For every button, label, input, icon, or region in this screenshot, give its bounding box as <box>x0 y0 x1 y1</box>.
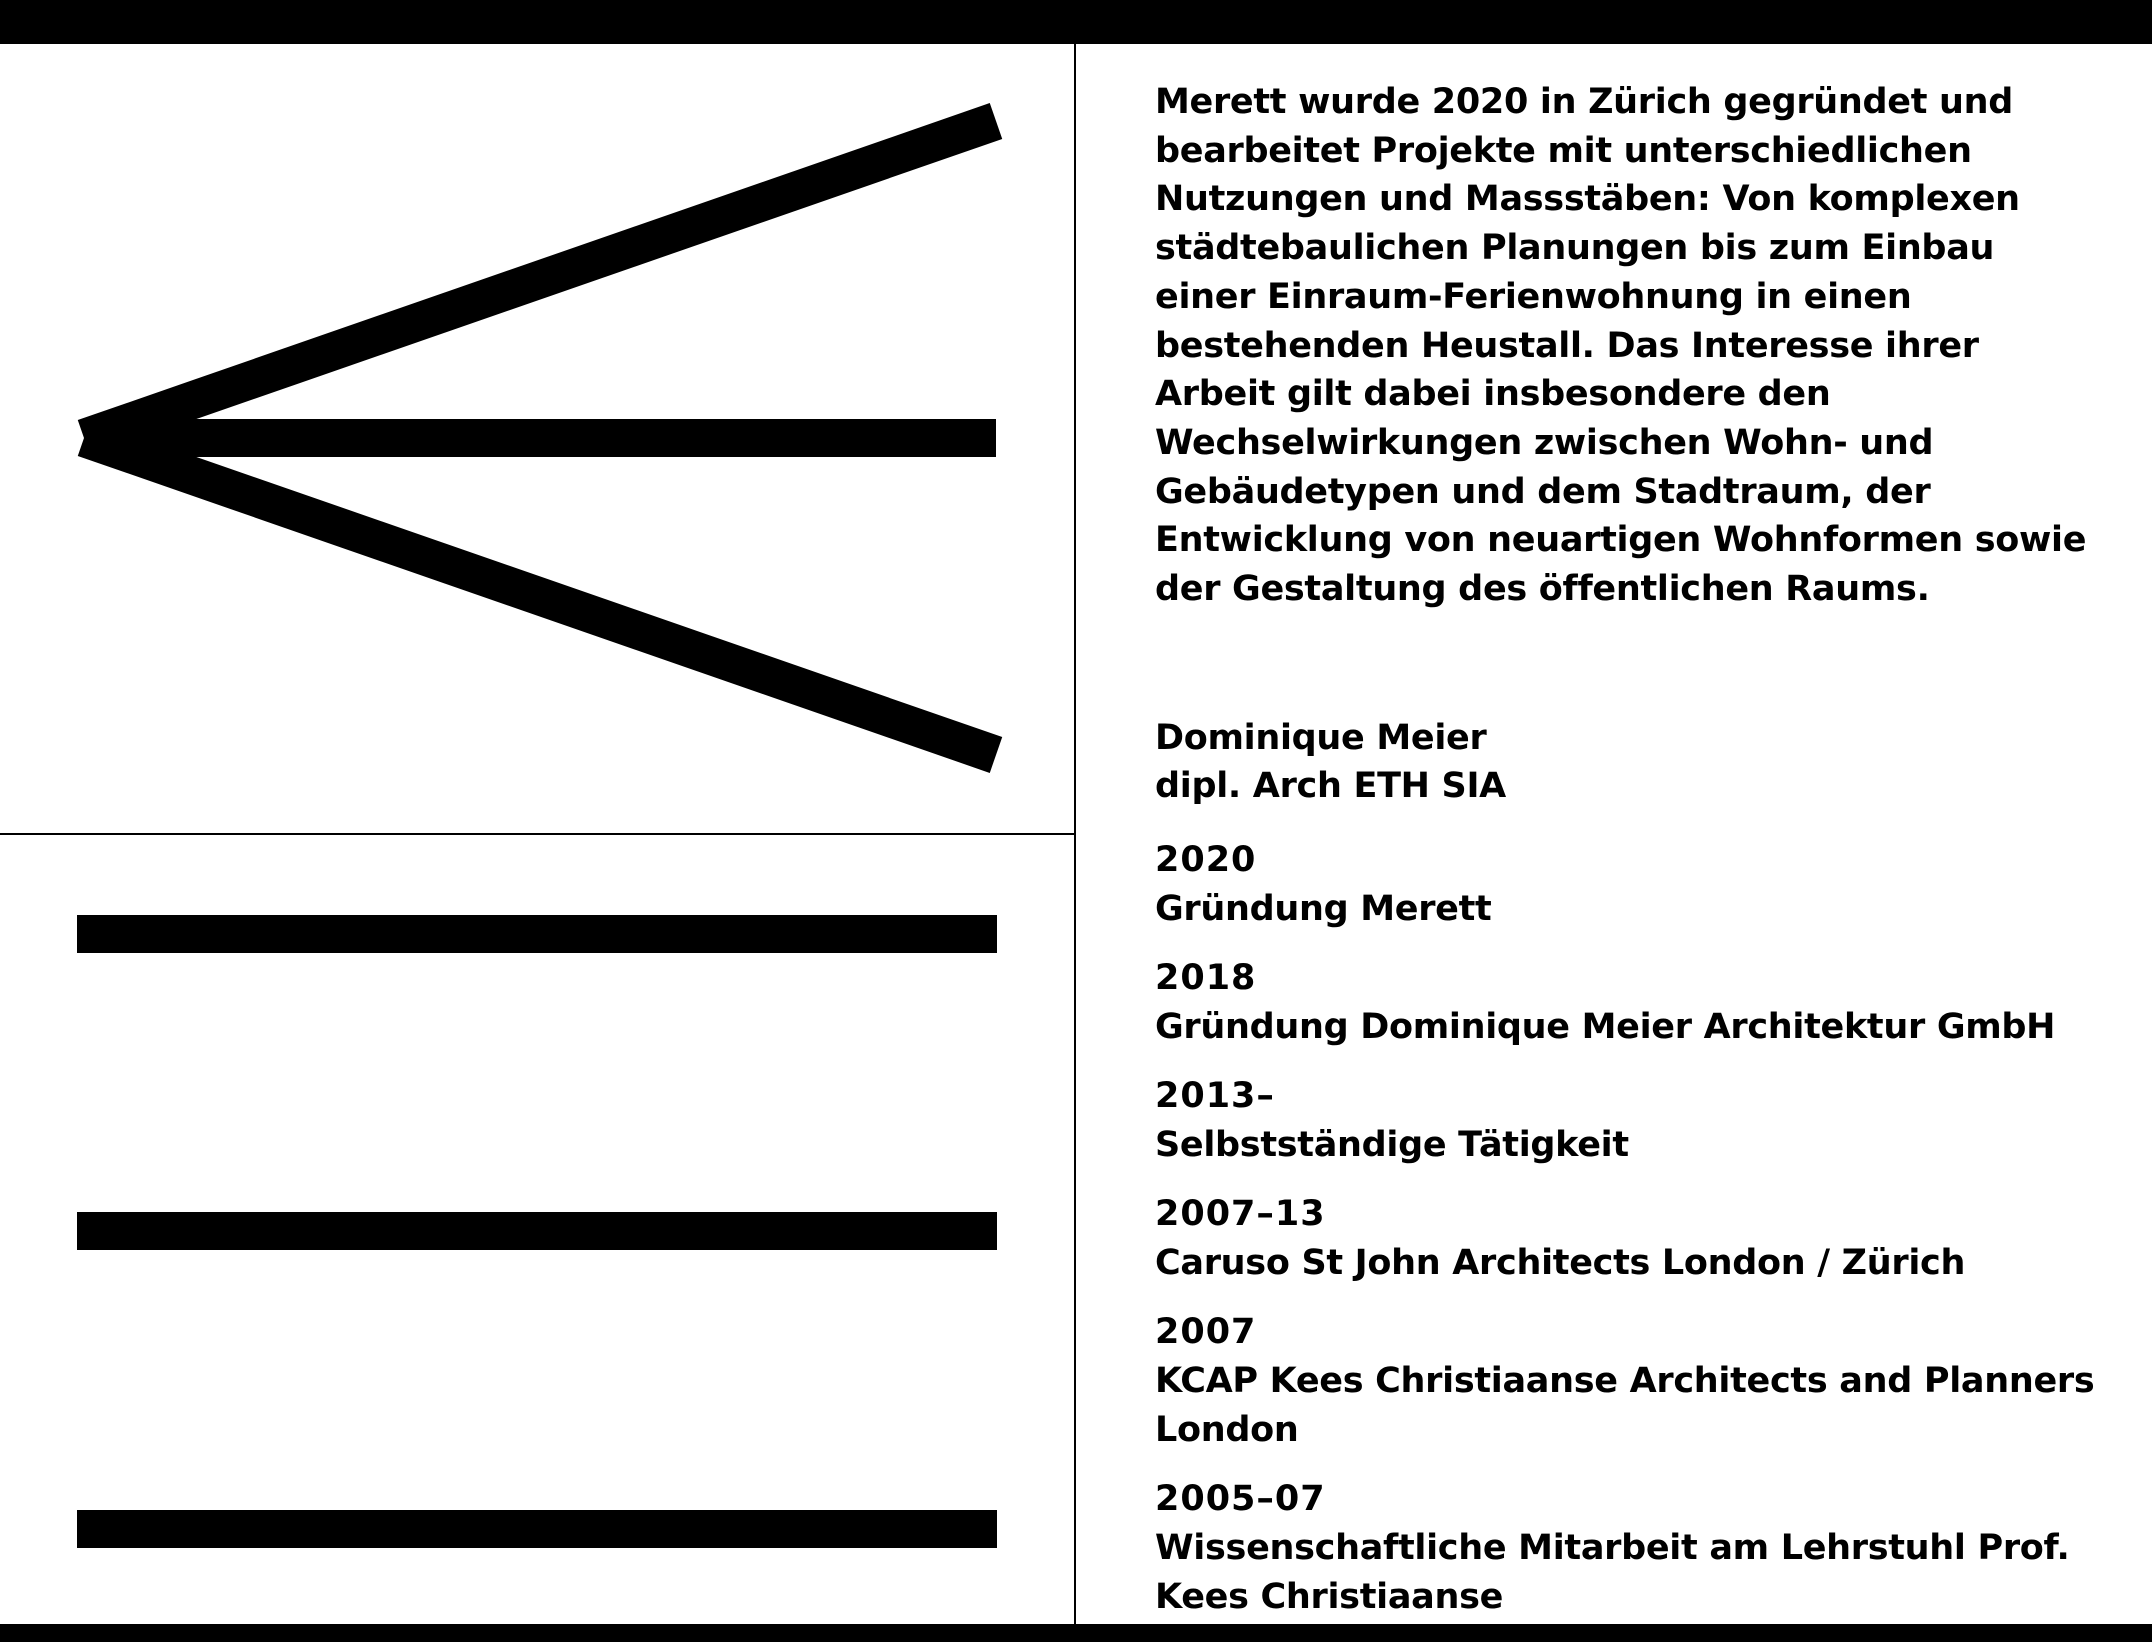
cv-list <box>1155 836 2100 1622</box>
hamburger-menu-icon[interactable] <box>0 835 1074 1624</box>
cv-description: Wissenschaftliche Mitarbeit am Lehrstuhl Prof. Kees Christiaanse <box>1155 1527 2070 1617</box>
cv-entry <box>1155 954 2100 1052</box>
logo-prong-bottom <box>84 438 996 755</box>
person-name: Dominique Meier <box>1155 717 1487 758</box>
cv-year: 2020 <box>1155 839 1257 880</box>
cv-year: 2005–07 <box>1155 1478 1326 1519</box>
cv-year: 2007 <box>1155 1311 1257 1352</box>
merett-fork-logo-icon[interactable] <box>0 44 1074 833</box>
top-bar <box>0 0 2152 44</box>
menu-line-3 <box>77 1510 997 1548</box>
vertical-divider <box>1074 44 1076 1624</box>
logo-prong-top <box>84 121 996 438</box>
about-panel <box>1155 78 2100 1642</box>
menu-line-1 <box>77 915 997 953</box>
bottom-bar <box>0 1624 2152 1642</box>
cv-entry <box>1155 1475 2100 1622</box>
cv-year: 2007–13 <box>1155 1193 1326 1234</box>
person-title: dipl. Arch ETH SIA <box>1155 765 1506 806</box>
about-intro-text: Merett wurde 2020 in Zürich gegründet und bearbeitet Projekte mit unterschiedlichen Nutzungen und Massstäben: Von komplexen städtebaulichen Planungen bis zum Einbau einer Einraum-Ferienwohnung in einen bestehenden Heustall. Das Interesse ihrer Arbeit gilt dabei insbesondere den Wechselwirkungen zwischen Wohn- und Gebäudetypen und dem Stadtraum, der Entwicklung von neuartigen Wohnformen sowie der Gestaltung des öffentlichen Raums. <box>1155 82 2087 610</box>
cv-description: Selbstständige Tätigkeit <box>1155 1124 1629 1165</box>
cv-description: Gründung Dominique Meier Architektur GmbH <box>1155 1006 2056 1047</box>
cv-description: Gründung Merett <box>1155 888 1492 929</box>
cv-entry <box>1155 1190 2100 1288</box>
cv-year: 2013– <box>1155 1075 1275 1116</box>
cv-description: Caruso St John Architects London / Zürich <box>1155 1242 1966 1283</box>
menu-line-2 <box>77 1212 997 1250</box>
cv-entry <box>1155 1072 2100 1170</box>
person-block <box>1155 714 2100 810</box>
cv-description: KCAP Kees Christiaanse Architects and Planners London <box>1155 1360 2095 1450</box>
cv-year: 2018 <box>1155 957 1257 998</box>
cv-entry <box>1155 836 2100 934</box>
cv-entry <box>1155 1308 2100 1455</box>
